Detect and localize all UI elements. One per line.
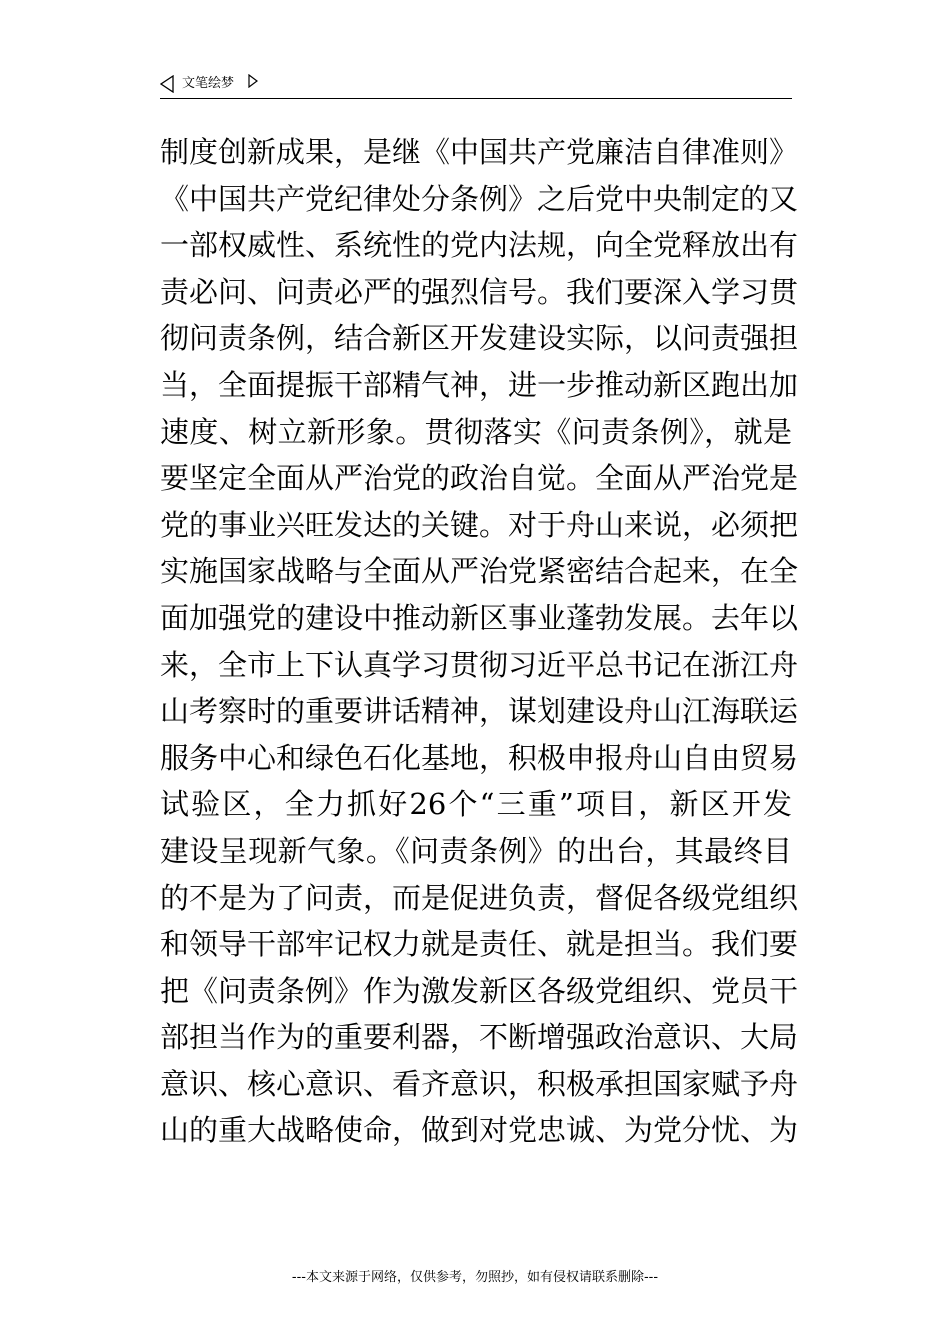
body-line: 部担当作为的重要利器，不断增强政治意识、大局 [160, 1020, 799, 1055]
body-line: 党的事业兴旺发达的关键。对于舟山来说，必须把 [160, 507, 799, 542]
body-line: 建设呈现新气象。《问责条例》的出台，其最终目 [160, 833, 792, 868]
body-line: 山的重大战略使命，做到对党忠诚、为党分忧、为 [160, 1113, 799, 1148]
document-body [160, 129, 799, 1154]
body-line: 一部权威性、系统性的党内法规，向全党释放出有 [160, 228, 799, 263]
header-title: 文笔绘梦 [182, 76, 235, 91]
body-line: 要坚定全面从严治党的政治自觉。全面从严治党是 [160, 461, 799, 496]
body-line: 《中国共产党纪律处分条例》之后党中央制定的又 [160, 181, 799, 216]
body-line: 面加强党的建设中推动新区事业蓬勃发展。去年以 [160, 600, 799, 635]
body-line: 实施国家战略与全面从严治党紧密结合起来，在全 [160, 554, 799, 589]
body-line: 彻问责条例，结合新区开发建设实际，以问责强担 [160, 321, 799, 356]
body-line: 责必问、问责必严的强烈信号。我们要深入学习贯 [160, 274, 799, 309]
body-line: 山考察时的重要讲话精神，谋划建设舟山江海联运 [160, 694, 799, 729]
body-line: 服务中心和绿色石化基地，积极申报舟山自由贸易 [160, 740, 799, 775]
body-line: 的不是为了问责，而是促进负责，督促各级党组织 [160, 880, 799, 915]
body-line: 把《问责条例》作为激发新区各级党组织、党员干 [160, 973, 799, 1008]
body-line: 制度创新成果，是继《中国共产党廉洁自律准则》 [160, 135, 799, 169]
triangle-left-outline-icon [160, 75, 174, 93]
page-header [160, 68, 792, 99]
body-line: 和领导干部牢记权力就是责任、就是担当。我们要 [160, 927, 799, 962]
body-line: 来，全市上下认真学习贯彻习近平总书记在浙江舟 [160, 647, 799, 682]
body-line: 意识、核心意识、看齐意识，积极承担国家赋予舟 [160, 1066, 799, 1101]
triangle-right-outline-icon [248, 74, 258, 88]
page-footer-disclaimer: ---本文来源于网络，仅供参考，勿照抄，如有侵权请联系删除--- [291, 1270, 659, 1285]
body-line: 试验区，全力抓好26个“三重”项目，新区开发 [160, 787, 792, 822]
body-line: 当，全面提振干部精气神，进一步推动新区跑出加 [160, 367, 799, 402]
body-line: 速度、树立新形象。贯彻落实《问责条例》，就是 [160, 414, 792, 449]
